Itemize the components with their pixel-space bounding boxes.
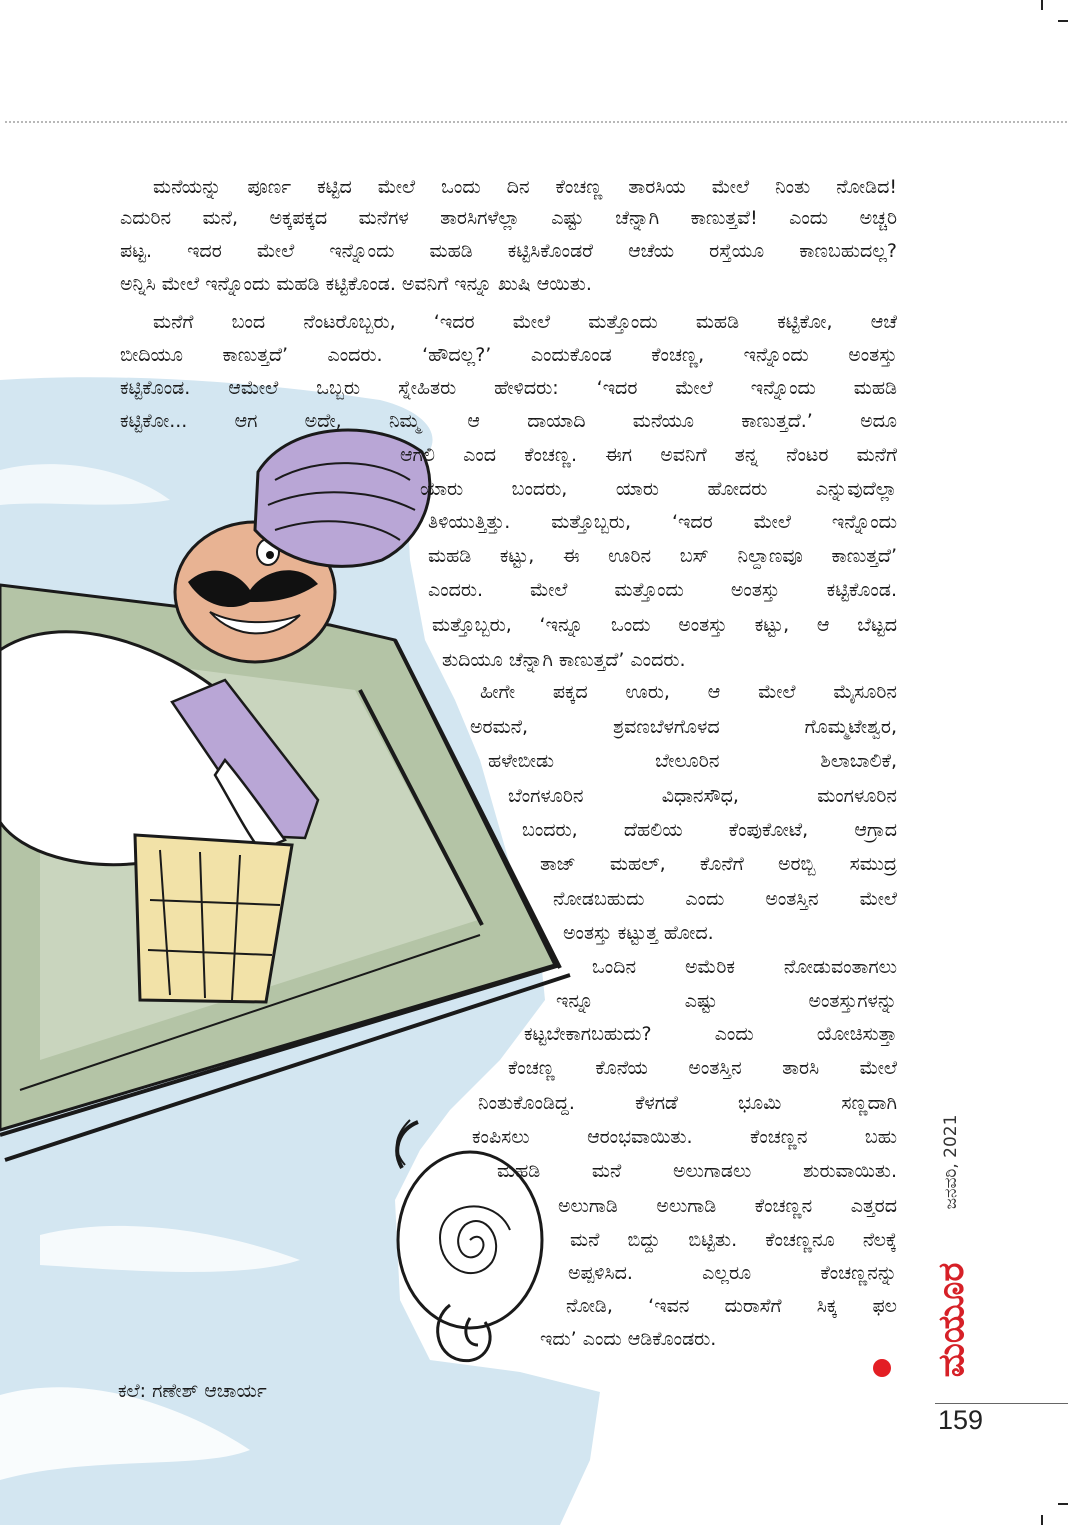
article-line: ಪಟ್ಟ. ಇದರ ಮೇಲೆ ಇನ್ನೊಂದು ಮಹಡಿ ಕಟ್ಟಿಸಿಕೊಂಡರೆ ಆಚೆಯ ರಸ್ತೆಯೂ ಕಾಣಬಹುದಲ್ಲ? [120,240,897,262]
crop-mark [1058,1503,1068,1505]
article-line: ಮನೆಗೆ ಬಂದ ನೆಂಟರೊಬ್ಬರು, ‘ಇದರ ಮೇಲೆ ಮತ್ತೊಂದು ಮಹಡಿ ಕಟ್ಟಿಕೋ, ಆಚೆ [153,311,897,333]
article-line: ಒಂದಿನ ಅಮೆರಿಕ ನೋಡುವಂತಾಗಲು [592,956,897,978]
article-line: ಕೆಂಚಣ್ಣ ಕೊನೆಯ ಅಂತಸ್ತಿನ ತಾರಸಿ ಮೇಲೆ [508,1057,897,1079]
article-line: ಕಟ್ಟಿಕೊಂಡ. ಆಮೇಲೆ ಒಬ್ಬರು ಸ್ನೇಹಿತರು ಹೇಳಿದರು: ‘ಇದರ ಮೇಲೆ ಇನ್ನೊಂದು ಮಹಡಿ [120,377,897,399]
article-line: ಹೀಗೇ ಪಕ್ಕದ ಊರು, ಆ ಮೇಲೆ ಮೈಸೂರಿನ [480,681,897,703]
article-line: ಅಪ್ಪಳಿಸಿದ. ಎಲ್ಲರೂ ಕೆಂಚಣ್ಣನನ್ನು [568,1262,897,1284]
article-line: ನಿಂತುಕೊಂಡಿದ್ದ. ಕೆಳಗಡೆ ಭೂಮಿ ಸಣ್ಣದಾಗಿ [478,1092,897,1114]
article-line: ಮಹಡಿ ಕಟ್ಟು, ಈ ಊರಿನ ಬಸ್ ನಿಲ್ದಾಣವೂ ಕಾಣುತ್ತದೆ’ [428,545,897,567]
article-line: ಇನ್ನೂ ಎಷ್ಟು ಅಂತಸ್ತುಗಳನ್ನು [556,990,897,1012]
article-line: ಎದುರಿನ ಮನೆ, ಅಕ್ಕಪಕ್ಕದ ಮನೆಗಳ ತಾರಸಿಗಳೆಲ್ಲಾ ಎಷ್ಟು ಚೆನ್ನಾಗಿ ಕಾಣುತ್ತವೆ! ಎಂದು ಅಚ್ಚರಿ [120,207,897,229]
article-line: ಮನೆ ಬಿದ್ದು ಬಿಟ್ಟಿತು. ಕೆಂಚಣ್ಣನೂ ನೆಲಕ್ಕೆ [570,1229,897,1251]
crop-mark [1041,0,1043,10]
dhoti [135,835,292,1002]
article-line: ತಿಳಿಯುತ್ತಿತ್ತು. ಮತ್ತೊಬ್ಬರು, ‘ಇದರ ಮೇಲೆ ಇನ್ನೊಂದು [428,511,897,533]
article-line: ಬೆಂಗಳೂರಿನ ವಿಧಾನಸೌಧ, ಮಂಗಳೂರಿನ [508,785,897,807]
article-line: ಅಂತಸ್ತು ಕಟ್ಟುತ್ತ ಹೋದ. [563,922,714,944]
article-line: ಬಂದರು, ದೆಹಲಿಯ ಕೆಂಪುಕೋಟೆ, ಆಗ್ರಾದ [522,819,897,841]
magazine-logo: ಮಯೂರ [931,1262,972,1378]
article-line: ತುದಿಯೂ ಚೆನ್ನಾಗಿ ಕಾಣುತ್ತದೆ’ ಎಂದರು. [442,649,686,671]
article-line: ಆಗಲಿ ಎಂದ ಕೆಂಚಣ್ಣ. ಈಗ ಅವನಿಗೆ ತನ್ನ ನೆಂಟರ ಮನೆಗೆ [400,444,897,466]
article-line: ಅಲುಗಾಡಿ ಅಲುಗಾಡಿ ಕೆಂಚಣ್ಣನ ಎತ್ತರದ [558,1195,897,1217]
article-line: ಅರಮನೆ, ಶ್ರವಣಬೆಳಗೊಳದ ಗೊಮ್ಮಟೇಶ್ವರ, [470,716,897,738]
article-line: ಯಾರು ಬಂದರು, ಯಾರು ಹೋದರು ಎನ್ನುವುದೆಲ್ಲಾ [420,478,897,500]
article-line: ಮತ್ತೊಬ್ಬರು, ‘ಇನ್ನೂ ಒಂದು ಅಂತಸ್ತು ಕಟ್ಟು, ಆ ಬೆಟ್ಟದ [432,614,897,636]
article-line: ಕಟ್ಟಿಕೋ... ಆಗ ಅದೇ, ನಿಮ್ಮ ಆ ದಾಯಾದಿ ಮನೆಯೂ ಕಾಣುತ್ತದೆ.’ ಅದೂ [120,410,897,432]
issue-date: ಜನವರಿ, 2021 [941,1114,961,1210]
story-end-dot [873,1359,891,1377]
article-line: ಮನೆಯನ್ನು ಪೂರ್ಣ ಕಟ್ಟಿದ ಮೇಲೆ ಒಂದು ದಿನ ಕೆಂಚಣ್ಣ ತಾರಸಿಯ ಮೇಲೆ ನಿಂತು ನೋಡಿದ! [153,176,897,198]
left-pupil [266,551,274,559]
article-line: ಅನ್ನಿಸಿ ಮೇಲೆ ಇನ್ನೊಂದು ಮಹಡಿ ಕಟ್ಟಿಕೊಂಡ. ಅವನಿಗೆ ಇನ್ನೂ ಖುಷಿ ಆಯಿತು. [120,273,592,295]
folio-rule [935,1403,1068,1404]
article-line: ನೋಡಿ, ‘ಇವನ ದುರಾಸೆಗೆ ಸಿಕ್ಕ ಫಲ [566,1295,897,1317]
illustration-credit: ಕಲೆ: ಗಣೇಶ್ ಆಚಾರ್ಯ [118,1380,267,1402]
article-line: ಕಟ್ಟಬೇಕಾಗಬಹುದು? ಎಂದು ಯೋಚಿಸುತ್ತಾ [524,1023,897,1045]
article-line: ಬೀದಿಯೂ ಕಾಣುತ್ತದೆ’ ಎಂದರು. ‘ಹೌದಲ್ಲ?’ ಎಂದುಕೊಂಡ ಕೆಂಚಣ್ಣ, ಇನ್ನೊಂದು ಅಂತಸ್ತು [120,344,897,366]
article-line: ಎಂದರು. ಮೇಲೆ ಮತ್ತೊಂದು ಅಂತಸ್ತು ಕಟ್ಟಿಕೊಂಡ. [428,579,897,601]
crop-mark [1041,1515,1043,1525]
article-line: ನೋಡಬಹುದು ಎಂದು ಅಂತಸ್ತಿನ ಮೇಲೆ [553,888,897,910]
page-number: 159 [938,1405,984,1435]
article-line: ಮಹಡಿ ಮನೆ ಅಲುಗಾಡಲು ಶುರುವಾಯಿತು. [497,1160,897,1182]
crop-mark [1058,20,1068,22]
article-line: ತಾಜ್ ಮಹಲ್, ಕೊನೆಗೆ ಅರಬ್ಬಿ ಸಮುದ್ರ [540,853,897,875]
article-line: ಕಂಪಿಸಲು ಆರಂಭವಾಯಿತು. ಕೆಂಚಣ್ಣನ ಬಹು [472,1126,897,1148]
article-line: ಹಳೇಬೀಡು ಬೇಲೂರಿನ ಶಿಲಾಬಾಲಿಕೆ, [488,750,897,772]
top-dotted-rule [5,121,1067,123]
article-line: ಇದು’ ಎಂದು ಆಡಿಕೊಂಡರು. [540,1328,717,1350]
